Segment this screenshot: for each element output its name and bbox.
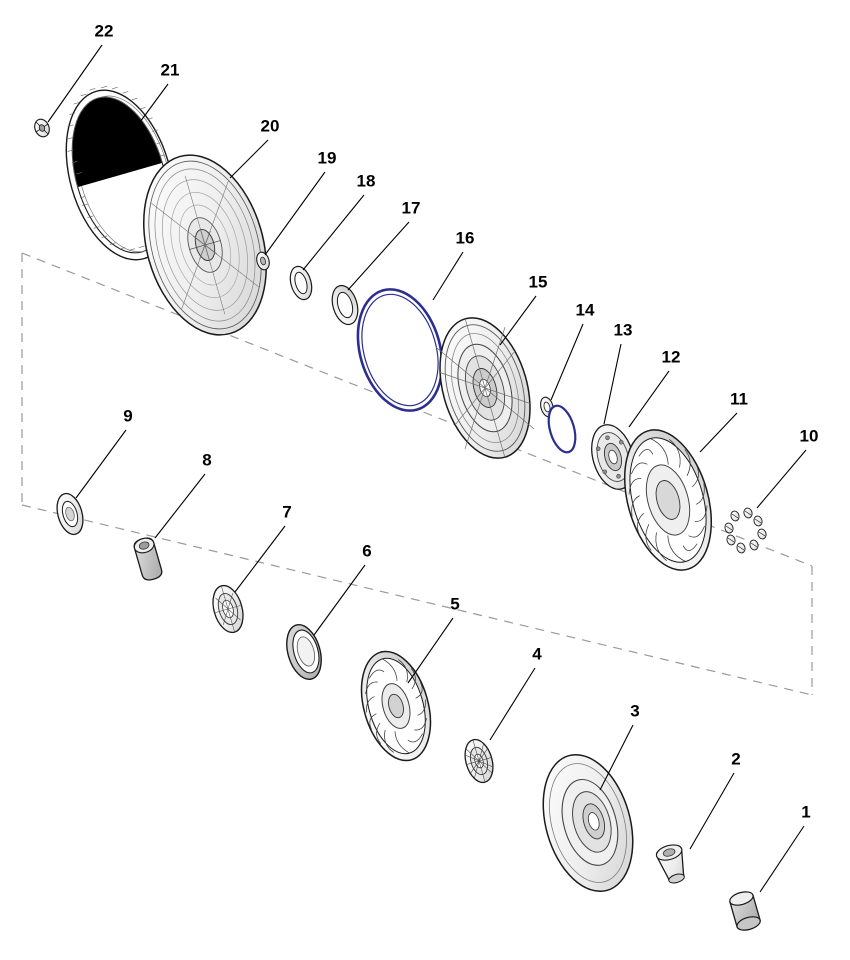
callout-number-13: 13 (613, 320, 633, 340)
callout-number-14: 14 (575, 300, 595, 320)
part-18-spacer-ring (287, 264, 316, 302)
callout-number-11: 11 (730, 389, 748, 409)
callout-number-18: 18 (356, 171, 376, 191)
leader-line-4 (490, 668, 535, 740)
callout-number-9: 9 (123, 406, 133, 426)
part-10-bolt-set (724, 507, 767, 554)
callout-number-8: 8 (202, 450, 212, 470)
callout-number-22: 22 (94, 21, 114, 41)
leader-line-19 (265, 172, 325, 255)
leader-line-12 (629, 371, 669, 427)
callout-number-3: 3 (630, 701, 640, 721)
part-2-pilot-bushing (655, 842, 690, 886)
leader-line-8 (155, 474, 205, 538)
callout-number-21: 21 (160, 60, 180, 80)
callout-number-4: 4 (532, 644, 542, 664)
callout-number-20: 20 (260, 116, 280, 136)
callout-number-6: 6 (362, 541, 372, 561)
part-9-seal-ring (53, 491, 88, 538)
leader-line-6 (314, 565, 365, 635)
leader-line-9 (76, 430, 126, 498)
part-8-sleeve-bushing (133, 536, 164, 582)
leader-line-16 (433, 252, 463, 300)
leader-line-13 (604, 344, 621, 424)
callout-number-10: 10 (799, 426, 819, 446)
callout-number-2: 2 (731, 749, 741, 769)
part-5-turbine-vane-wheel (350, 643, 442, 768)
leader-line-20 (230, 140, 268, 178)
part-7-thrust-bearing (208, 582, 248, 636)
leader-line-7 (235, 526, 285, 592)
part-15-converter-cover (425, 307, 545, 469)
callout-number-1: 1 (801, 802, 811, 822)
leader-line-1 (760, 826, 804, 892)
callout-number-16: 16 (455, 228, 475, 248)
leader-line-17 (348, 222, 409, 290)
callout-number-19: 19 (317, 148, 337, 168)
leader-line-5 (408, 618, 453, 683)
leader-line-14 (551, 324, 583, 400)
leader-line-15 (500, 296, 536, 345)
part-6-bearing-ring (281, 621, 327, 684)
part-17-seal-washer (328, 282, 362, 327)
part-3-flywheel-disc (528, 744, 647, 902)
callout-number-15: 15 (528, 272, 548, 292)
leader-line-2 (690, 773, 734, 849)
callout-number-7: 7 (282, 502, 292, 522)
callout-number-12: 12 (661, 347, 681, 367)
leader-line-11 (700, 413, 737, 452)
leader-line-10 (757, 450, 806, 508)
leader-line-21 (140, 84, 168, 122)
leader-line-3 (600, 725, 633, 790)
part-4-splined-hub-small (460, 736, 497, 785)
callout-number-17: 17 (401, 198, 421, 218)
part-1-dowel-pin (728, 889, 762, 932)
callout-number-5: 5 (450, 594, 460, 614)
leader-line-18 (303, 195, 364, 270)
